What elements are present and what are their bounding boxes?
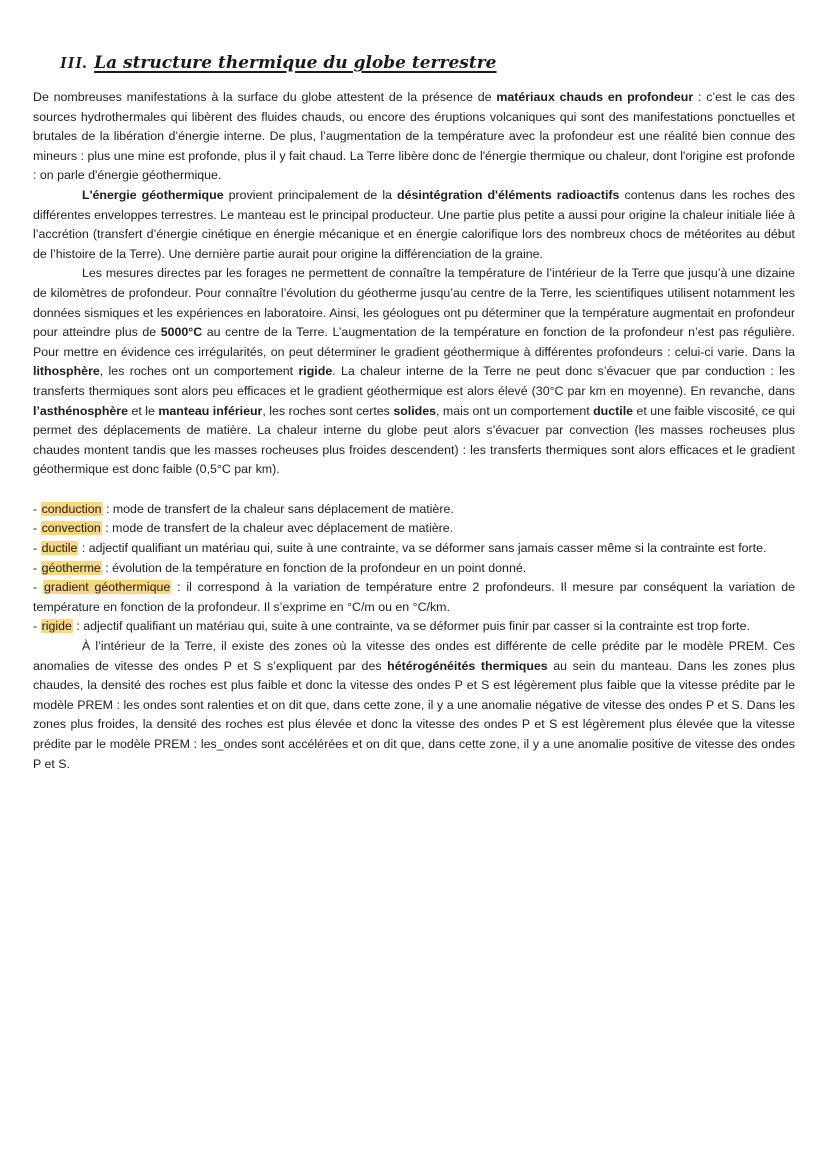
definition-item: - ductile : adjectif qualifiant un matériau qui, suite à une contrainte, va se déformer sans jamais casser même si la contrainte est forte. xyxy=(33,541,767,556)
section-title-text: La structure thermique du globe terrestre xyxy=(94,53,497,73)
text-run: De nombreuses manifestations à la surface du globe attestent de la présence de xyxy=(33,90,497,104)
text-run: Les mesures directes par les forages ne permettent de connaître la température de l’intérieur de la Terre que jusqu’à une dizaine de kilomètres de profondeur. Pour connaître l’évolution du géotherme jusqu’au centre de la Terre, les scientifiques utilisent notamment les données sismiques et les expériences en laboratoire. Ainsi, les géologues ont pu déterminer que la température augmentait en profondeur pour atteindre plus de xyxy=(33,266,795,340)
highlighted-term: ductile xyxy=(41,541,78,556)
highlighted-term: géotherme xyxy=(41,560,101,575)
paragraph-geothermal-energy xyxy=(33,186,795,264)
definition-item: - conduction : mode de transfert de la chaleur sans déplacement de matière. xyxy=(33,501,454,516)
highlighted-term: rigide xyxy=(41,619,72,634)
bold-term: 5000°C xyxy=(160,325,203,340)
definition-text: : adjectif qualifiant un matériau qui, suite à une contrainte, va se déformer puis finir par casser si la contrainte est trop forte. xyxy=(72,619,750,634)
bold-term: l’asthénosphère xyxy=(33,403,129,418)
bold-term: désintégration d'éléments radioactifs xyxy=(397,187,620,202)
text-run: , mais ont un comportement xyxy=(436,403,594,418)
text-run: au sein du manteau. Dans les zones plus chaudes, la densité des roches est plus faible et donc la vitesse des ondes P et S est légèrement plus faible que la vitesse prédite par le modèle PREM : les ondes sont ralenties et on dit que, dans cette zone, il y a une anomalie négative de vitesse des ondes P et S. Dans les zones plus froides, la densité des roches est plus élevée et donc la vitesse des ondes P et S est légèrement plus élevée que la vitesse prédite par le modèle PREM : les_ondes sont accélérées et on dit que, dans cette zone, il y a une anomalie positive de vitesse des ondes P et S. xyxy=(33,658,795,771)
definition-text: : il correspond à la variation de température entre 2 profondeurs. Il mesure par conséquent la variation de température en fonction de la profondeur. Il s’exprime en °C/m ou en °C/km. xyxy=(33,580,795,614)
text-run: et une faible viscosité, ce qui permet des déplacements de matière. La chaleur interne du globe peut alors s’évacuer par convection (les masses rocheuses plus chaudes montent tandis que les masses rocheuses plus froides descendent) : les transferts thermiques sont alors efficaces et le gradient géothermique est donc faible (0,5°C par km). xyxy=(33,403,795,477)
text-run: et le xyxy=(128,403,159,418)
spacer xyxy=(33,480,795,500)
definition-item: - rigide : adjectif qualifiant un matériau qui, suite à une contrainte, va se déformer puis finir par casser si la contrainte est trop forte. xyxy=(33,619,750,634)
highlighted-term: gradient géothermique xyxy=(43,580,171,595)
text-run: au centre de la Terre. L’augmentation de la température en fonction de la profondeur n’est pas régulière. Pour mettre en évidence ces irrégularités, on peut déterminer le gradient géothermique à différentes profondeurs : celui-ci varie. Dans la xyxy=(33,325,795,359)
text-run: : c’est le cas des sources hydrothermales qui libèrent des fluides chauds, ou encore des éruptions volcaniques qui sont des manifestations ponctuelles et brutales de la libération d’énergie interne. De plus, l’augmentation de la température avec la profondeur est une réalité bien connue des mineurs : plus une mine est profonde, plus il y fait chaud. La Terre libère donc de l'énergie thermique ou chaleur, dont l'origine est profonde : on parle d'énergie géothermique. xyxy=(33,90,795,183)
highlighted-term: convection xyxy=(41,521,101,536)
bold-term: matériaux chauds en profondeur xyxy=(496,90,694,104)
text-run: , les roches ont un comportement xyxy=(99,364,299,379)
definition-item: - gradient géothermique : il correspond à la variation de température entre 2 profondeurs. Il mesure par conséquent la variation de température en fonction de la profondeur. Il s’exprime en °C/m ou en °C/km. xyxy=(33,580,795,614)
bold-term: solides xyxy=(393,403,437,418)
text-run: provient principalement de la xyxy=(223,187,398,202)
section-title xyxy=(60,52,795,74)
definition-item: - géotherme : évolution de la température en fonction de la profondeur en un point donné. xyxy=(33,560,527,575)
text-run: , les roches sont certes xyxy=(262,403,394,418)
definitions-list xyxy=(33,500,795,637)
paragraph-intro xyxy=(33,88,795,186)
paragraph-wave-anomalies xyxy=(33,637,795,774)
highlighted-term: conduction xyxy=(41,501,102,516)
definition-text: : évolution de la température en fonction de la profondeur en un point donné. xyxy=(101,560,527,575)
bold-term: L'énergie géothermique xyxy=(82,187,224,202)
bold-term: lithosphère xyxy=(33,364,100,379)
bold-term: ductile xyxy=(593,403,634,418)
section-number: III. xyxy=(60,53,89,72)
bold-term: rigide xyxy=(298,364,333,379)
definition-text: : mode de transfert de la chaleur avec déplacement de matière. xyxy=(101,521,454,536)
bold-term: hétérogénéités thermiques xyxy=(387,658,548,673)
text-run: . La chaleur interne de la Terre ne peut donc s’évacuer que par conduction : les transferts thermiques sont alors peu efficaces et le gradient géothermique est alors élevé (30°C par km en moyenne). En revanche, dans xyxy=(33,364,795,398)
text-run: contenus dans les roches des différentes enveloppes terrestres. Le manteau est le principal producteur. Une partie plus petite a aussi pour origine la chaleur initiale liée à l’accrétion (transfert d’énergie cinétique en énergie mécanique et en énergie calorifique lors des nombreux chocs de météorites au début de l’histoire de la Terre). Une dernière partie aurait pour origine la différenciation de la graine. xyxy=(33,187,795,261)
paragraph-measurements xyxy=(33,264,795,480)
text-run: À l’intérieur de la Terre, il existe des zones où la vitesse des ondes est différente de celle prédite par le modèle PREM. Ces anomalies de vitesse des ondes P et S s’expliquent par des xyxy=(33,639,795,673)
bold-term: manteau inférieur xyxy=(158,403,263,418)
document-page xyxy=(33,52,795,774)
definition-text: : adjectif qualifiant un matériau qui, suite à une contrainte, va se déformer sans jamais casser même si la contrainte est forte. xyxy=(78,541,767,556)
definition-item: - convection : mode de transfert de la chaleur avec déplacement de matière. xyxy=(33,521,454,536)
definition-text: : mode de transfert de la chaleur sans déplacement de matière. xyxy=(102,501,454,516)
